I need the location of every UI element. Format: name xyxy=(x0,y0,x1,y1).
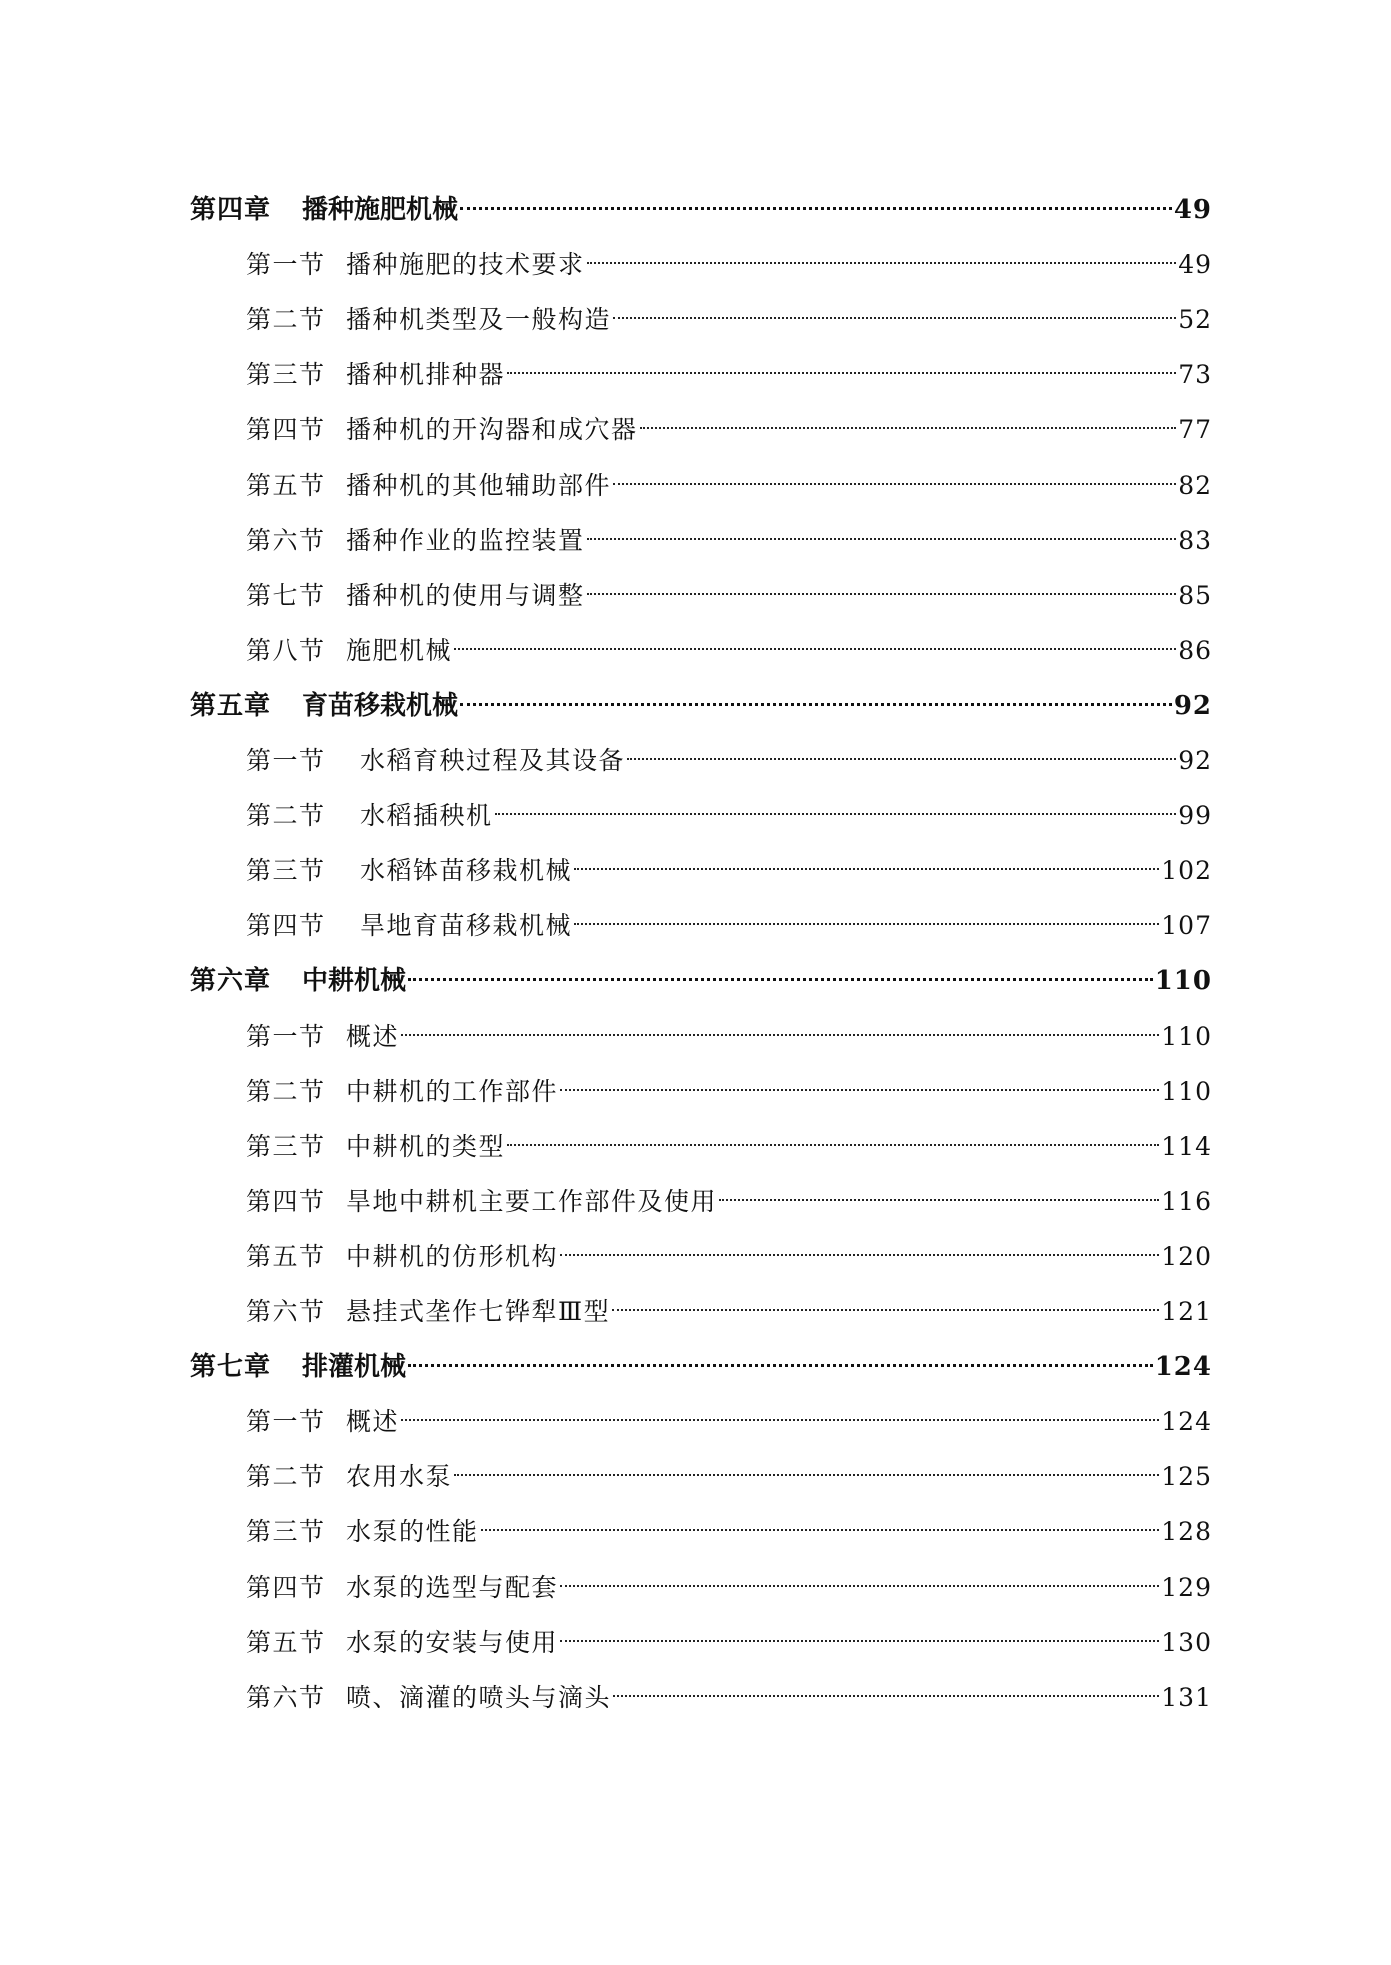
chapter-title: 育苗移栽机械 xyxy=(302,690,459,721)
section-number: 第五节 xyxy=(246,470,326,500)
dot-leader xyxy=(507,1115,1159,1155)
dot-leader xyxy=(460,178,1172,218)
dot-leader xyxy=(560,1225,1159,1265)
section-number: 第六节 xyxy=(246,1682,326,1712)
page-number: 86 xyxy=(1178,635,1212,665)
toc-section-row[interactable] xyxy=(246,343,1212,390)
section-number: 第六节 xyxy=(246,525,326,555)
toc-section-row[interactable] xyxy=(246,729,1212,775)
dot-leader xyxy=(460,674,1172,714)
section-title: 水稻育秧过程及其设备 xyxy=(360,746,626,775)
page-number: 83 xyxy=(1178,525,1212,555)
toc-section-row[interactable] xyxy=(246,1445,1212,1492)
section-title: 水稻插秧机 xyxy=(360,801,493,831)
page-number: 73 xyxy=(1178,360,1212,390)
dot-leader xyxy=(574,839,1159,879)
page-number: 114 xyxy=(1161,1131,1212,1161)
toc-section-row[interactable] xyxy=(246,1115,1212,1161)
section-number: 第五节 xyxy=(246,1241,326,1271)
dot-leader xyxy=(454,619,1176,659)
section-number: 第四节 xyxy=(246,911,326,941)
dot-leader xyxy=(454,1445,1159,1485)
dot-leader xyxy=(719,1170,1159,1210)
toc-section-row[interactable] xyxy=(246,619,1212,665)
page-number: 49 xyxy=(1173,195,1212,225)
page-number: 124 xyxy=(1154,1352,1212,1383)
chapter-title: 播种施肥机械 xyxy=(302,195,459,225)
section-title: 播种机的其他辅助部件 xyxy=(346,470,612,500)
page-number: 92 xyxy=(1173,690,1212,721)
section-title: 喷、滴灌的喷头与滴头 xyxy=(346,1682,612,1712)
section-title: 概述 xyxy=(346,1021,400,1051)
section-title: 农用水泵 xyxy=(346,1462,453,1492)
dot-leader xyxy=(560,1556,1159,1596)
section-number: 第一节 xyxy=(246,1021,326,1051)
toc-section-row[interactable] xyxy=(246,1390,1212,1437)
page-number: 130 xyxy=(1161,1627,1212,1657)
chapter-title: 排灌机械 xyxy=(302,1352,407,1383)
page-number: 85 xyxy=(1178,580,1212,610)
section-title: 中耕机的工作部件 xyxy=(346,1076,559,1106)
section-title: 播种机的开沟器和成穴器 xyxy=(346,415,638,445)
page-number: 120 xyxy=(1161,1241,1212,1271)
section-title: 水泵的安装与使用 xyxy=(346,1627,559,1657)
toc-section-row[interactable] xyxy=(246,1500,1212,1547)
page-number: 52 xyxy=(1178,305,1212,335)
section-number: 第四节 xyxy=(246,415,326,445)
section-number: 第三节 xyxy=(246,856,326,886)
dot-leader xyxy=(560,1060,1159,1100)
toc-section-row[interactable] xyxy=(246,839,1212,886)
dot-leader xyxy=(401,1005,1159,1045)
page-number: 128 xyxy=(1161,1517,1212,1547)
chapter-title: 中耕机械 xyxy=(302,966,407,997)
section-title: 中耕机的类型 xyxy=(346,1131,506,1161)
toc-section-row[interactable] xyxy=(246,398,1212,445)
page-number: 99 xyxy=(1178,801,1212,831)
section-number: 第二节 xyxy=(246,1076,326,1106)
section-number: 第一节 xyxy=(246,1407,326,1437)
page-number: 110 xyxy=(1161,1076,1212,1106)
dot-leader xyxy=(613,1666,1159,1706)
page-number: 107 xyxy=(1161,911,1212,941)
section-title: 概述 xyxy=(346,1407,400,1437)
section-number: 第三节 xyxy=(246,1517,326,1547)
dot-leader xyxy=(507,343,1176,383)
section-number: 第三节 xyxy=(246,1131,326,1161)
section-title: 播种机类型及一般构造 xyxy=(346,305,612,335)
dot-leader xyxy=(613,288,1176,328)
section-number: 第一节 xyxy=(246,746,326,775)
dot-leader xyxy=(587,564,1177,604)
chapter-number: 第五章 xyxy=(190,690,272,721)
page-number: 82 xyxy=(1178,470,1212,500)
section-number: 第八节 xyxy=(246,635,326,665)
section-title: 播种作业的监控装置 xyxy=(346,525,585,555)
toc-chapter-row[interactable] xyxy=(190,674,1212,721)
chapter-number: 第七章 xyxy=(190,1352,272,1383)
dot-leader xyxy=(587,233,1177,273)
section-number: 第一节 xyxy=(246,250,326,280)
section-title: 旱地育苗移栽机械 xyxy=(360,911,573,941)
toc-section-row[interactable] xyxy=(246,1666,1212,1712)
page-number: 116 xyxy=(1161,1186,1212,1216)
toc-section-row[interactable] xyxy=(246,1280,1212,1326)
section-title: 播种机排种器 xyxy=(346,360,506,390)
page-number: 102 xyxy=(1161,856,1212,886)
toc-section-row[interactable] xyxy=(246,454,1212,500)
dot-leader xyxy=(408,949,1153,989)
section-title: 水稻钵苗移栽机械 xyxy=(360,856,573,886)
page-number: 110 xyxy=(1161,1021,1212,1051)
dot-leader xyxy=(408,1335,1153,1375)
section-number: 第四节 xyxy=(246,1186,326,1216)
toc-chapter-row[interactable] xyxy=(190,178,1212,225)
toc-section-row[interactable] xyxy=(246,1170,1212,1216)
toc-section-row[interactable] xyxy=(246,1005,1212,1051)
section-title: 旱地中耕机主要工作部件及使用 xyxy=(346,1186,718,1216)
toc-section-row[interactable] xyxy=(246,233,1212,280)
toc-section-row[interactable] xyxy=(246,509,1212,555)
toc-section-row[interactable] xyxy=(246,1060,1212,1106)
section-number: 第二节 xyxy=(246,801,326,831)
dot-leader xyxy=(613,454,1176,494)
toc-section-row[interactable] xyxy=(246,784,1212,831)
dot-leader xyxy=(612,1280,1159,1320)
toc-section-row[interactable] xyxy=(246,1611,1212,1657)
dot-leader xyxy=(560,1611,1159,1651)
toc-section-row[interactable] xyxy=(246,894,1212,941)
section-title: 施肥机械 xyxy=(346,635,453,665)
toc-section-row[interactable] xyxy=(246,1225,1212,1271)
page-number: 77 xyxy=(1178,415,1212,445)
dot-leader xyxy=(481,1500,1160,1540)
section-title: 水泵的性能 xyxy=(346,1517,479,1547)
page-number: 124 xyxy=(1161,1407,1212,1437)
dot-leader xyxy=(640,398,1177,438)
section-number: 第六节 xyxy=(246,1297,326,1326)
section-number: 第三节 xyxy=(246,360,326,390)
toc-chapter-row[interactable] xyxy=(190,949,1212,997)
section-title: 中耕机的仿形机构 xyxy=(346,1241,559,1271)
page-number: 121 xyxy=(1161,1297,1212,1326)
chapter-number: 第六章 xyxy=(190,966,272,997)
section-number: 第二节 xyxy=(246,1462,326,1492)
chapter-number: 第四章 xyxy=(190,195,272,225)
page-number: 92 xyxy=(1178,746,1212,775)
section-title: 悬挂式垄作七铧犁Ⅲ型 xyxy=(346,1297,611,1326)
page-number: 129 xyxy=(1161,1572,1212,1602)
section-number: 第五节 xyxy=(246,1627,326,1657)
dot-leader xyxy=(627,729,1176,769)
section-title: 播种机的使用与调整 xyxy=(346,580,585,610)
dot-leader xyxy=(495,784,1177,824)
page-number: 110 xyxy=(1154,966,1212,997)
dot-leader xyxy=(401,1390,1159,1430)
toc-section-row[interactable] xyxy=(246,288,1212,335)
section-title: 水泵的选型与配套 xyxy=(346,1572,559,1602)
toc-chapter-row[interactable] xyxy=(190,1335,1212,1383)
section-title: 播种施肥的技术要求 xyxy=(346,250,585,280)
toc-section-row[interactable] xyxy=(246,1556,1212,1602)
toc-section-row[interactable] xyxy=(246,564,1212,610)
section-number: 第七节 xyxy=(246,580,326,610)
page-number: 131 xyxy=(1161,1682,1212,1712)
dot-leader xyxy=(574,894,1159,934)
section-number: 第二节 xyxy=(246,305,326,335)
page-number: 125 xyxy=(1161,1462,1212,1492)
page-number: 49 xyxy=(1178,250,1212,280)
section-number: 第四节 xyxy=(246,1572,326,1602)
dot-leader xyxy=(587,509,1177,549)
